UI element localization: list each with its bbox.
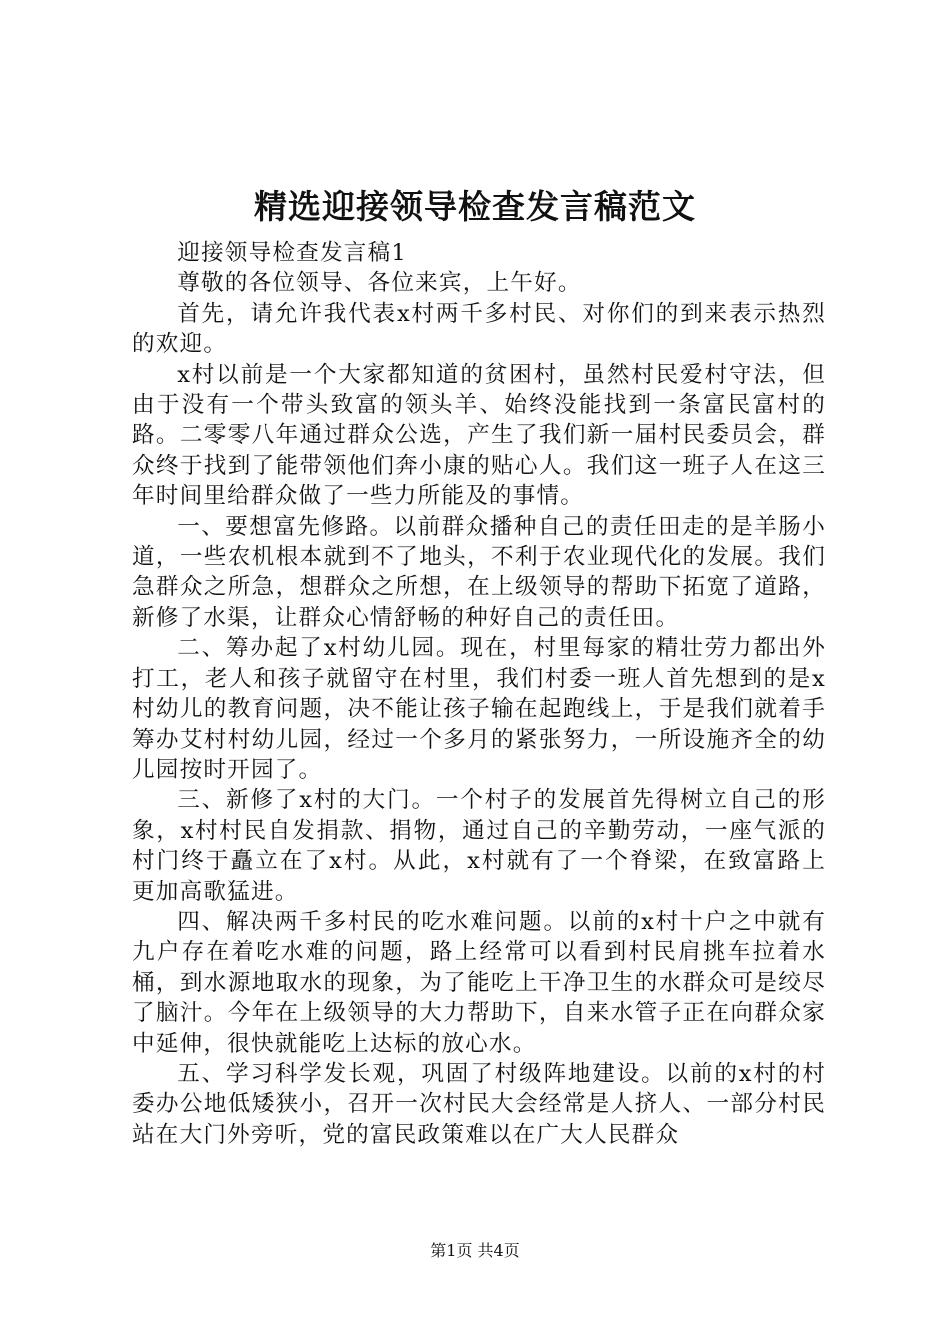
paragraph-item-1: 一、要想富先修路。以前群众播种自己的责任田走的是羊肠小道，一些农机根本就到不了地头，不利于农业现代化的发展。我们急群众之所急，想群众之所想，在上级领导的帮助下拓宽了道路，新修了水渠，让群众心情舒畅的种好自己的责任田。 xyxy=(132,513,826,631)
paragraph-item-2: 二、筹办起了x村幼儿园。现在，村里每家的精壮劳力都出外打工，老人和孩子就留守在村里，我们村委一班人首先想到的是x村幼儿的教育问题，决不能让孩子输在起跑线上，于是我们就着手筹办艾村村幼儿园，经过一个多月的紧张努力，一所设施齐全的幼儿园按时开园了。 xyxy=(132,635,826,783)
paragraph-item-4: 四、解决两千多村民的吃水难问题。以前的x村十户之中就有九户存在着吃水难的问题，路上经常可以看到村民肩挑车拉着水桶，到水源地取水的现象，为了能吃上干净卫生的水群众可是绞尽了脑汁。今年在上级领导的大力帮助下，自来水管子正在向群众家中延伸，很快就能吃上达标的放心水。 xyxy=(132,908,826,1057)
paragraph-greeting: 尊敬的各位领导、各位来宾，上午好。 xyxy=(177,270,582,297)
document-title: 精选迎接领导检查发言稿范文 xyxy=(254,187,696,226)
paragraph-item-3: 三、新修了x村的大门。一个村子的发展首先得树立自己的形象，x村村民自发捐款、捐物，通过自己的辛勤劳动，一座气派的村门终于矗立在了x村。从此，x村就有了一个脊梁，在致富路上更加高歌猛进。 xyxy=(132,787,826,905)
page-number-footer: 第1页 共4页 xyxy=(430,1241,520,1260)
paragraph-background: x村以前是一个大家都知道的贫困村，虽然村民爱村守法，但由于没有一个带头致富的领头羊、始终没能找到一条富民富村的路。二零零八年通过群众公选，产生了我们新一届村民委员会，群众终于找到了能带领他们奔小康的贴心人。我们这一班子人在这三年时间里给群众做了一些力所能及的事情。 xyxy=(132,361,826,510)
paragraph-welcome: 首先，请允许我代表x村两千多村民、对你们的到来表示热烈的欢迎。 xyxy=(132,300,826,358)
document-body xyxy=(132,238,826,1150)
paragraph-heading: 迎接领导检查发言稿1 xyxy=(177,240,407,266)
paragraph-item-5: 五、学习科学发长观，巩固了村级阵地建设。以前的x村的村委办公地低矮狭小，召开一次村民大会经常是人挤人、一部分村民站在大门外旁听，党的富民政策难以在广大人民群众 xyxy=(132,1060,826,1148)
